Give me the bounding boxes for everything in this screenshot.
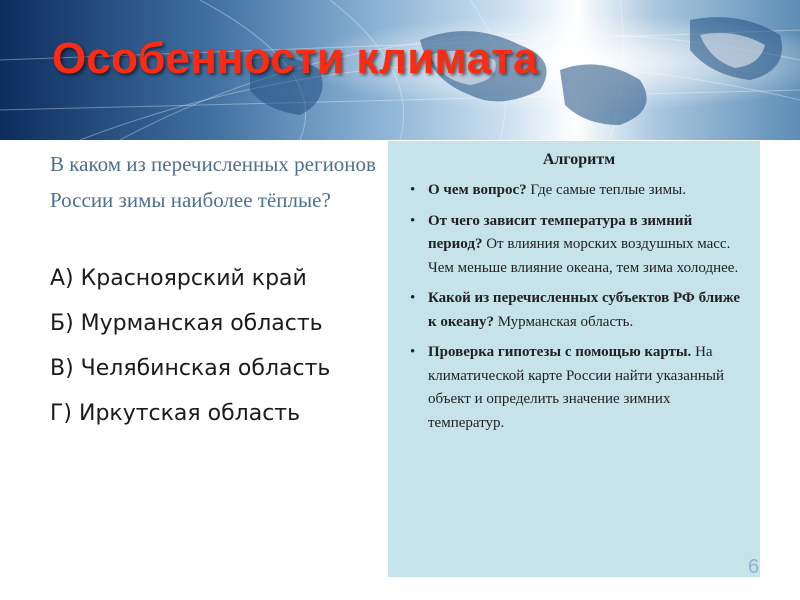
answer-option-b: Б) Мурманская область (50, 311, 323, 336)
algorithm-list (410, 179, 748, 435)
algorithm-step-answer: На климатической карте России найти указанный объект и определить значение зимних температур. (428, 344, 725, 431)
bullet-icon: • (410, 182, 416, 198)
bullet-icon: • (410, 344, 416, 360)
algorithm-step-question: От чего зависит температура в зимний период? (428, 212, 693, 252)
answer-option-c: В) Челябинская область (50, 356, 331, 381)
algorithm-step-question: О чем вопрос? (428, 182, 527, 198)
algorithm-step-answer: Мурманская область. (493, 313, 634, 330)
answer-option-d: Г) Иркутская область (50, 401, 301, 426)
algorithm-step-question: Какой из перечисленных субъектов РФ ближе к океану? (428, 290, 741, 330)
algorithm-step-question: Проверка гипотезы с помощью карты. (428, 344, 692, 360)
question-text: В каком из перечисленных регионов России зимы наиболее тёплые? (50, 152, 376, 212)
header-banner (0, 0, 800, 140)
algorithm-step (410, 287, 748, 334)
algorithm-box (388, 141, 760, 577)
answer-options (50, 256, 390, 436)
algorithm-title: Алгоритм (542, 151, 616, 168)
bullet-icon: • (410, 290, 416, 306)
slide-title: Особенности климата (52, 34, 538, 83)
algorithm-step-answer: Где самые теплые зимы. (526, 182, 686, 198)
algorithm-step (410, 341, 748, 435)
page-number: 6 (748, 556, 760, 578)
algorithm-step (410, 179, 748, 203)
answer-option-a: А) Красноярский край (50, 266, 307, 291)
algorithm-step-answer: От влияния морских воздушных масс. Чем меньше влияние океана, тем зима холоднее. (428, 236, 739, 276)
algorithm-step (410, 210, 748, 281)
bullet-icon: • (410, 212, 416, 229)
